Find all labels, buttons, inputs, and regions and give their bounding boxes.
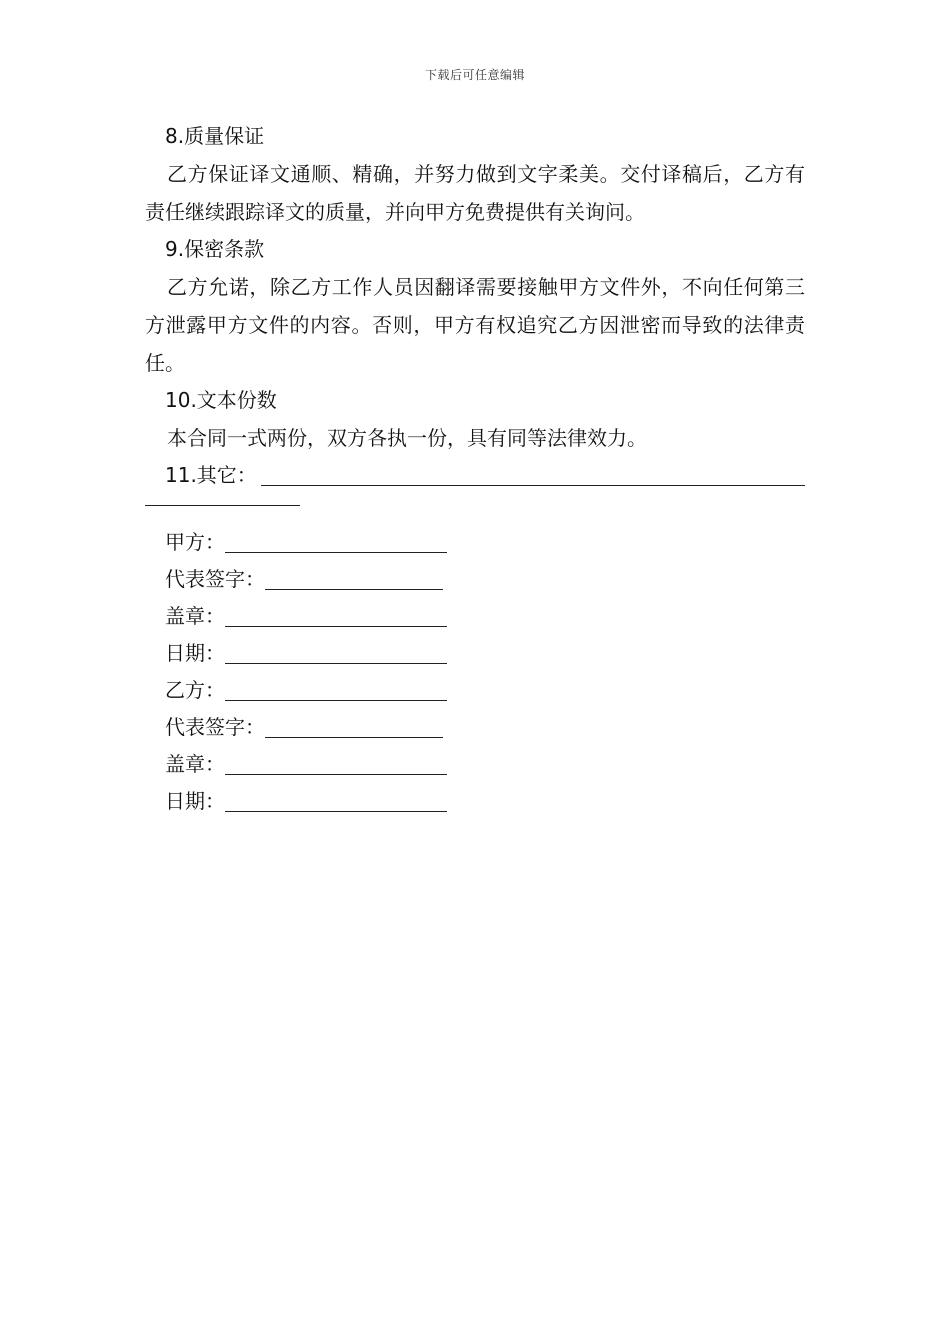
party-a-seal-row — [145, 598, 805, 635]
party-b-label: 乙方： — [165, 678, 225, 702]
party-a-rep-row — [145, 561, 805, 598]
section-8-body: 乙方保证译文通顺、精确，并努力做到文字柔美。交付译稿后，乙方有责任继续跟踪译文的质量，并向甲方免费提供有关询问。 — [145, 162, 805, 224]
section-9-body: 乙方允诺，除乙方工作人员因翻译需要接触甲方文件外，不向任何第三方泄露甲方文件的内容。否则，甲方有权追究乙方因泄密而导致的法律责任。 — [145, 275, 805, 375]
party-b-date-blank-line — [225, 789, 447, 812]
party-b-date-row — [145, 783, 805, 820]
party-a-seal-blank-line — [225, 604, 447, 627]
page-header: 下载后可任意编辑 — [424, 68, 525, 82]
section-11-label: 11.其它： — [165, 463, 257, 487]
party-b-blank-line — [225, 678, 447, 701]
party-a-rep-label: 代表签字： — [165, 567, 265, 591]
section-9-title: 9.保密条款 — [165, 237, 265, 261]
party-a-date-row — [145, 635, 805, 672]
contract-content — [145, 118, 805, 820]
party-a-row — [145, 524, 805, 561]
party-b-seal-row — [145, 746, 805, 783]
party-a-blank-line — [225, 530, 447, 553]
section-10-title: 10.文本份数 — [165, 388, 277, 412]
section-11-blank-line-continued — [145, 504, 300, 506]
party-a-date-blank-line — [225, 641, 447, 664]
party-a-label: 甲方： — [165, 530, 225, 554]
section-10-body: 本合同一式两份，双方各执一份，具有同等法律效力。 — [167, 426, 647, 450]
party-a-rep-blank-line — [265, 567, 443, 590]
party-b-date-label: 日期： — [165, 789, 225, 813]
party-a-date-label: 日期： — [165, 641, 225, 665]
section-11-blank-line — [261, 463, 805, 486]
section-8-title: 8.质量保证 — [165, 124, 265, 148]
section-11-row — [145, 457, 805, 494]
party-b-rep-row — [145, 709, 805, 746]
party-b-seal-blank-line — [225, 752, 447, 775]
party-b-rep-blank-line — [265, 715, 443, 738]
party-b-row — [145, 672, 805, 709]
party-b-seal-label: 盖章： — [165, 752, 225, 776]
party-b-rep-label: 代表签字： — [165, 715, 265, 739]
party-a-seal-label: 盖章： — [165, 604, 225, 628]
